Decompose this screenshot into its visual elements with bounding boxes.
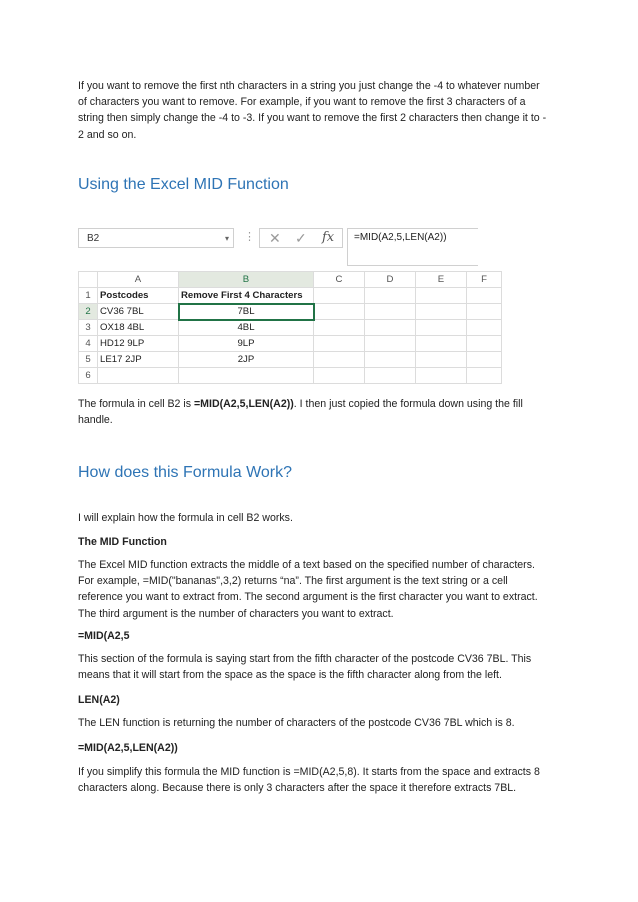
cell[interactable] [314, 288, 365, 304]
intro-line: 2 and so on. [78, 128, 137, 141]
cell-b6[interactable] [179, 368, 314, 384]
row-header[interactable]: 3 [79, 320, 98, 336]
cell[interactable] [416, 336, 467, 352]
formula-text-bold: =MID(A2,5,LEN(A2)) [194, 398, 294, 410]
formula-paragraph [78, 396, 568, 428]
column-header-c[interactable]: C [314, 272, 365, 288]
select-all-corner[interactable] [79, 272, 98, 288]
cell[interactable] [314, 352, 365, 368]
more-vertical-icon: ⋮ [244, 231, 255, 243]
cell-b2-selected[interactable]: 7BL [179, 304, 314, 320]
heading-using-mid: Using the Excel MID Function [78, 176, 289, 193]
name-box[interactable] [78, 228, 234, 248]
mid-line: reference you want to extract from. The second argument is the first character you want to extract. [78, 591, 538, 604]
intro-line: If you want to remove the first nth characters in a string you just change the -4 to whatever number [78, 80, 540, 92]
intro-paragraph [78, 78, 568, 143]
cell[interactable] [416, 320, 467, 336]
column-header-e[interactable]: E [416, 272, 467, 288]
part2-line: The LEN function is returning the number of characters of the postcode CV36 7BL which is 8. [78, 717, 515, 729]
enter-check-icon[interactable]: ✓ [295, 230, 307, 246]
mid-function-title: The MID Function [78, 536, 167, 548]
part3-title: =MID(A2,5,LEN(A2)) [78, 742, 178, 754]
cell-a4[interactable]: HD12 9LP [98, 336, 179, 352]
part1-line: means that it will start from the space as the space is the fifth character along from the left. [78, 669, 502, 682]
cell-b3[interactable]: 4BL [179, 320, 314, 336]
cell-a3[interactable]: OX18 4BL [98, 320, 179, 336]
row-header[interactable]: 5 [79, 352, 98, 368]
chevron-down-icon[interactable]: ▾ [224, 234, 229, 243]
formula-buttons [259, 228, 343, 248]
cell-a5[interactable]: LE17 2JP [98, 352, 179, 368]
insert-function-icon[interactable]: fx [322, 230, 335, 245]
cell[interactable] [416, 288, 467, 304]
row-header[interactable]: 2 [79, 304, 98, 320]
cell[interactable] [365, 336, 416, 352]
part3-line: characters along. Because there is only 3 characters after the space it therefore extracts 7BL. [78, 782, 517, 795]
heading-how-it-works: How does this Formula Work? [78, 464, 292, 481]
cell[interactable] [314, 320, 365, 336]
part3-paragraph [78, 764, 568, 796]
cell[interactable] [467, 320, 502, 336]
part1-line: This section of the formula is saying start from the fifth character of the postcode CV36 7BL. This [78, 653, 532, 665]
cell[interactable] [314, 368, 365, 384]
cell-a2[interactable]: CV36 7BL [98, 304, 179, 320]
explain-text: I will explain how the formula in cell B2 works. [78, 512, 293, 524]
cell[interactable] [416, 368, 467, 384]
part1-title: =MID(A2,5 [78, 630, 130, 642]
cell[interactable] [416, 352, 467, 368]
column-header-f[interactable]: F [467, 272, 502, 288]
cell-b4[interactable]: 9LP [179, 336, 314, 352]
row-header[interactable]: 4 [79, 336, 98, 352]
name-box-value: B2 [87, 233, 100, 244]
cell[interactable] [467, 304, 502, 320]
mid-line: For example, =MID("bananas",3,2) returns “na”. The first argument is the text string or a cell [78, 575, 508, 588]
cell[interactable] [314, 336, 365, 352]
formula-text-post: . I then just copied the formula down using the fill [293, 398, 523, 410]
spreadsheet-grid [78, 271, 502, 384]
cell-b1[interactable]: Remove First 4 Characters [179, 288, 314, 304]
column-header-a[interactable]: A [98, 272, 179, 288]
cell-a6[interactable] [98, 368, 179, 384]
mid-line: The third argument is the number of characters you want to extract. [78, 607, 394, 620]
row-header[interactable]: 1 [79, 288, 98, 304]
formula-input[interactable]: =MID(A2,5,LEN(A2)) [347, 228, 478, 266]
mid-function-paragraph [78, 557, 568, 622]
cell-b5[interactable]: 2JP [179, 352, 314, 368]
cell[interactable] [365, 304, 416, 320]
intro-line: string then simply change the -4 to -3. If you want to remove the first 2 characters then change it to - [78, 112, 547, 125]
cancel-icon[interactable]: ✕ [269, 230, 281, 246]
mid-line: The Excel MID function extracts the middle of a text based on the specified number of characters. [78, 559, 535, 571]
intro-line: of characters you want to remove. For example, if you want to remove the first 3 characters of a [78, 96, 526, 109]
part3-line: If you simplify this formula the MID function is =MID(A2,5,8). It starts from the space and extracts 8 [78, 766, 540, 778]
cell[interactable] [467, 288, 502, 304]
cell[interactable] [365, 320, 416, 336]
cell[interactable] [467, 368, 502, 384]
cell[interactable] [365, 352, 416, 368]
cell[interactable] [314, 304, 365, 320]
part1-paragraph [78, 651, 568, 683]
cell[interactable] [416, 304, 467, 320]
cell[interactable] [467, 336, 502, 352]
cell[interactable] [467, 352, 502, 368]
excel-formula-bar [78, 226, 478, 252]
column-header-b[interactable]: B [179, 272, 314, 288]
part2-title: LEN(A2) [78, 694, 120, 706]
formula-text-pre: The formula in cell B2 is [78, 398, 194, 410]
cell[interactable] [365, 368, 416, 384]
cell[interactable] [365, 288, 416, 304]
cell-a1[interactable]: Postcodes [98, 288, 179, 304]
row-header[interactable]: 6 [79, 368, 98, 384]
formula-text-line2: handle. [78, 414, 113, 427]
column-header-d[interactable]: D [365, 272, 416, 288]
